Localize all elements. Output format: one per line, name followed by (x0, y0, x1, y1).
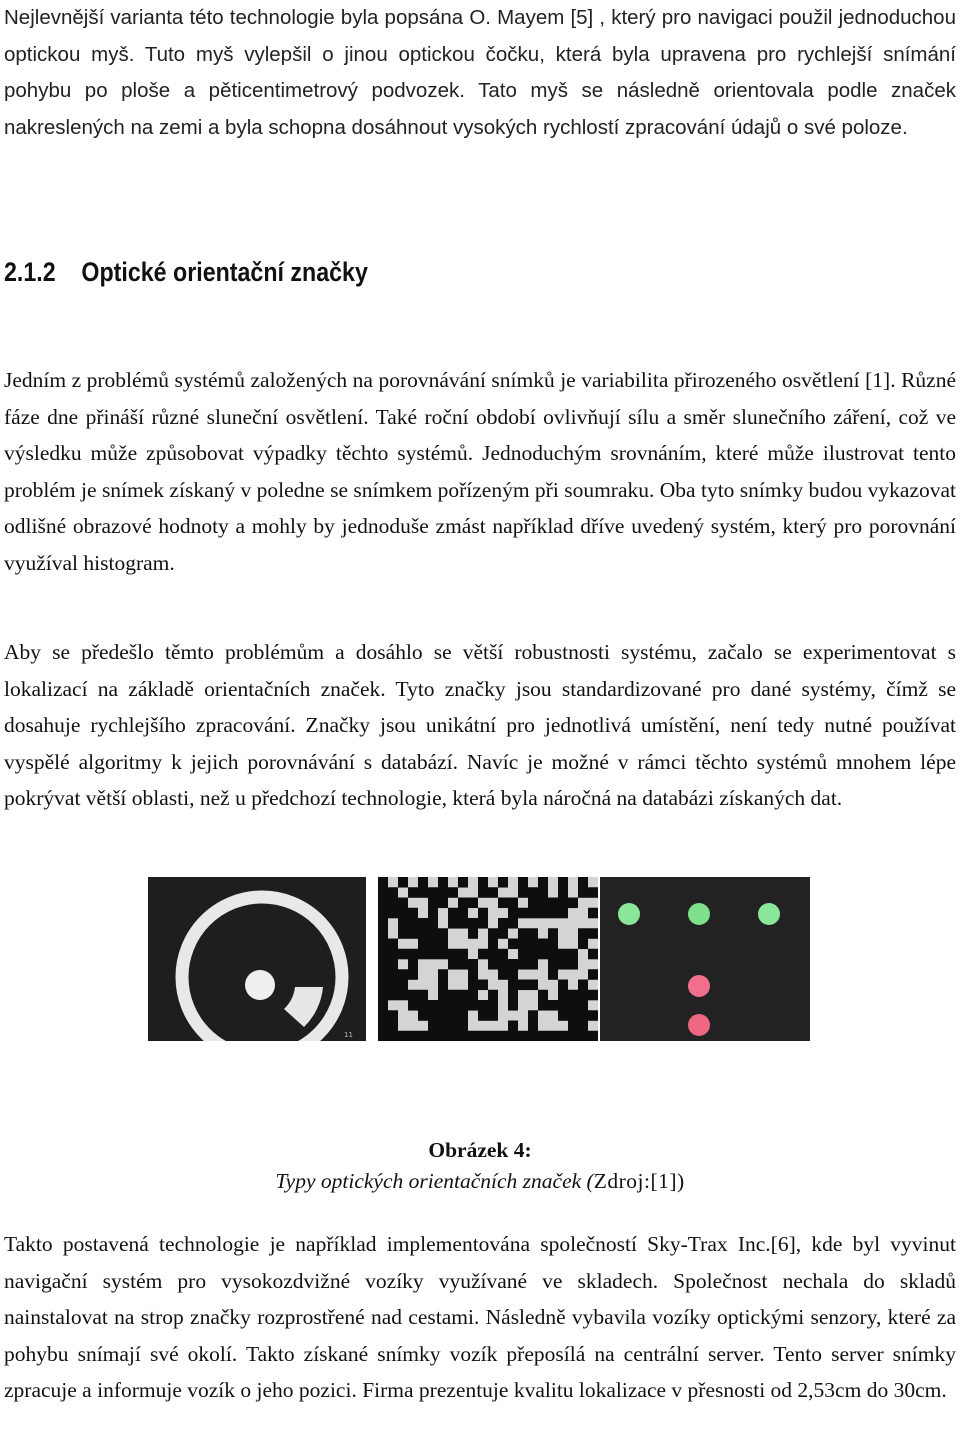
matrix-module (578, 887, 588, 898)
matrix-module (488, 1031, 498, 1041)
matrix-module (568, 949, 578, 960)
matrix-module (428, 1000, 438, 1011)
matrix-module (578, 980, 588, 991)
matrix-module (548, 898, 558, 909)
matrix-module (558, 980, 568, 991)
matrix-module (438, 1031, 448, 1041)
matrix-module (588, 990, 598, 1001)
matrix-module (408, 959, 418, 970)
matrix-module (428, 887, 438, 898)
matrix-module (578, 1010, 588, 1021)
matrix-module (528, 939, 538, 950)
matrix-module (408, 928, 418, 939)
section-heading (4, 250, 368, 294)
matrix-module (438, 1010, 448, 1021)
matrix-module (378, 980, 388, 991)
matrix-module (538, 990, 548, 1001)
matrix-module (438, 990, 448, 1001)
section-number: 2.1.2 (4, 257, 56, 287)
matrix-module (428, 898, 438, 909)
matrix-module (378, 959, 388, 970)
matrix-module (568, 1010, 578, 1021)
figure-caption (0, 1166, 960, 1196)
matrix-module (468, 898, 478, 909)
matrix-module (478, 1000, 488, 1011)
matrix-module (388, 980, 398, 991)
matrix-module (448, 887, 458, 898)
matrix-module (558, 959, 568, 970)
matrix-module (458, 877, 468, 888)
matrix-module (388, 939, 398, 950)
matrix-module (528, 1010, 538, 1021)
matrix-module (548, 908, 558, 919)
matrix-module (508, 959, 518, 970)
matrix-module (488, 887, 498, 898)
matrix-module (478, 980, 488, 991)
matrix-module (468, 980, 478, 991)
matrix-module (438, 928, 448, 939)
matrix-module (458, 949, 468, 960)
matrix-module (548, 959, 558, 970)
matrix-module (438, 877, 448, 888)
matrix-module (568, 1000, 578, 1011)
matrix-module (418, 877, 428, 888)
matrix-module (558, 887, 568, 898)
matrix-module (548, 1031, 558, 1041)
figure-caption-italic: Typy optických orientačních značek ( (275, 1169, 594, 1193)
matrix-module (488, 1000, 498, 1011)
matrix-module (388, 949, 398, 960)
matrix-module (518, 939, 528, 950)
matrix-module (578, 1021, 588, 1032)
matrix-module (538, 1000, 548, 1011)
matrix-module (498, 969, 508, 980)
matrix-module (548, 969, 558, 980)
matrix-module (428, 918, 438, 929)
matrix-module (418, 928, 428, 939)
matrix-module (508, 990, 518, 1001)
matrix-module (428, 928, 438, 939)
matrix-module (378, 949, 388, 960)
matrix-module (418, 1010, 428, 1021)
matrix-module (588, 1031, 598, 1041)
matrix-module (498, 928, 508, 939)
matrix-module (528, 1031, 538, 1041)
matrix-module (448, 949, 458, 960)
matrix-module (418, 990, 428, 1001)
matrix-module (458, 898, 468, 909)
matrix-module (508, 908, 518, 919)
problem-paragraph: Jedním z problémů systémů založených na porovnávání snímků je variabilita přirozeného osvětlení [1]. Různé fáze dne přináší různé sluneční osvětlení. Také roční období ovlivňují sílu a směr slunečního záření, což ve výsledku může způsobovat výpadky těchto systémů. Jednoduchým srovnáním, které může ilustrovat tento problém je snímek získaný v poledne se snímkem pořízeným při soumraku. Oba tyto snímky budou vykazovat odlišné obrazové hodnoty a mohly by jednoduše zmást například dříve uvedený systém, který pro porovnání využíval histogram. (4, 368, 956, 575)
matrix-module (398, 918, 408, 929)
matrix-module (438, 980, 448, 991)
matrix-module (528, 980, 538, 991)
matrix-module (468, 928, 478, 939)
matrix-module (488, 928, 498, 939)
matrix-module (578, 1000, 588, 1011)
matrix-module (558, 908, 568, 919)
matrix-module (458, 1031, 468, 1041)
matrix-module (548, 949, 558, 960)
matrix-module (418, 887, 428, 898)
matrix-module (448, 918, 458, 929)
matrix-module (518, 1031, 528, 1041)
matrix-module (468, 959, 478, 970)
matrix-module (388, 969, 398, 980)
matrix-module (408, 1000, 418, 1011)
matrix-module (538, 949, 548, 960)
matrix-module (538, 887, 548, 898)
matrix-module (528, 959, 538, 970)
matrix-module (418, 1031, 428, 1041)
matrix-module (378, 898, 388, 909)
matrix-module (398, 969, 408, 980)
matrix-module (588, 887, 598, 898)
matrix-module (398, 928, 408, 939)
matrix-module (388, 887, 398, 898)
matrix-module (378, 990, 388, 1001)
matrix-module (388, 1021, 398, 1032)
matrix-module (558, 898, 568, 909)
matrix-module (568, 1031, 578, 1041)
matrix-code-graphic (378, 877, 598, 1041)
figure-label: Obrázek 4: (428, 1138, 532, 1162)
matrix-module (398, 990, 408, 1001)
matrix-module (558, 1000, 568, 1011)
matrix-module (528, 1021, 538, 1032)
matrix-module (578, 990, 588, 1001)
matrix-module (568, 1021, 578, 1032)
matrix-module (418, 949, 428, 960)
matrix-module (428, 949, 438, 960)
matrix-module (448, 1000, 458, 1011)
matrix-module (468, 918, 478, 929)
matrix-module (458, 959, 468, 970)
matrix-module (538, 908, 548, 919)
matrix-module (438, 887, 448, 898)
led-marker-graphic (600, 877, 810, 1041)
matrix-module (518, 980, 528, 991)
matrix-module (458, 1010, 468, 1021)
matrix-module (398, 908, 408, 919)
matrix-module (508, 898, 518, 909)
matrix-module (498, 1031, 508, 1041)
matrix-module (438, 1000, 448, 1011)
matrix-module (538, 898, 548, 909)
matrix-module (448, 1021, 458, 1032)
matrix-module (528, 928, 538, 939)
matrix-module (408, 1031, 418, 1041)
matrix-module (588, 908, 598, 919)
matrix-module (448, 1010, 458, 1021)
matrix-module (468, 1000, 478, 1011)
figure-4-marker-types (148, 877, 810, 1041)
matrix-module (558, 1031, 568, 1041)
matrix-module (558, 990, 568, 1001)
matrix-module (408, 918, 418, 929)
matrix-module (448, 959, 458, 970)
matrix-module (388, 898, 398, 909)
matrix-module (408, 969, 418, 980)
matrix-module (588, 949, 598, 960)
matrix-module (498, 877, 508, 888)
matrix-module (578, 1031, 588, 1041)
matrix-module (528, 908, 538, 919)
circular-marker-image (148, 877, 366, 1041)
matrix-module (378, 1010, 388, 1021)
matrix-module (498, 949, 508, 960)
matrix-module (478, 887, 488, 898)
section-title: Optické orientační značky (81, 257, 368, 287)
matrix-module (398, 949, 408, 960)
matrix-module (428, 1031, 438, 1041)
matrix-module (578, 939, 588, 950)
matrix-module (448, 1031, 458, 1041)
matrix-module (538, 877, 548, 888)
matrix-module (428, 1021, 438, 1032)
matrix-module (478, 1010, 488, 1021)
matrix-code-image (378, 877, 598, 1041)
matrix-module (528, 898, 538, 909)
matrix-module (498, 959, 508, 970)
led-marker-image (600, 877, 810, 1041)
matrix-module (508, 1000, 518, 1011)
matrix-module (538, 1031, 548, 1041)
matrix-module (508, 969, 518, 980)
matrix-module (438, 969, 448, 980)
matrix-module (498, 918, 508, 929)
matrix-module (558, 877, 568, 888)
matrix-module (378, 939, 388, 950)
matrix-module (388, 990, 398, 1001)
matrix-module (568, 990, 578, 1001)
matrix-module (528, 949, 538, 960)
matrix-module (518, 877, 528, 888)
matrix-module (398, 898, 408, 909)
matrix-module (378, 969, 388, 980)
matrix-module (378, 908, 388, 919)
marker-corner-text: 11 (344, 1031, 353, 1039)
matrix-module (558, 949, 568, 960)
matrix-module (388, 908, 398, 919)
matrix-module (518, 908, 528, 919)
matrix-module (478, 877, 488, 888)
matrix-module (408, 908, 418, 919)
matrix-module (378, 877, 388, 888)
markers-paragraph: Aby se předešlo těmto problémům a dosáhlo se větší robustnosti systému, začalo se experimentovat s lokalizací na základě orientačních značek. Tyto značky jsou standardizované pro dané systémy, čímž se dosahuje rychlejšího zpracování. Značky jsou unikátní pro jednotlivá umístění, není tedy nutné používat vyspělé algoritmy k jejich porovnávání s databází. Navíc je možné v rámci těchto systémů mnohem lépe pokrývat větší oblasti, než u předchozí technologie, která byla náročná na databázi získaných dat. (4, 640, 956, 810)
matrix-module (378, 1031, 388, 1041)
matrix-module (468, 969, 478, 980)
matrix-module (418, 939, 428, 950)
matrix-module (488, 990, 498, 1001)
matrix-module (488, 959, 498, 970)
matrix-module (438, 898, 448, 909)
matrix-module (508, 939, 518, 950)
matrix-module (458, 1000, 468, 1011)
matrix-module (528, 887, 538, 898)
matrix-module (378, 928, 388, 939)
matrix-module (588, 969, 598, 980)
circular-marker-graphic (148, 877, 366, 1041)
matrix-module (488, 1010, 498, 1021)
matrix-module (378, 918, 388, 929)
matrix-module (478, 1031, 488, 1041)
matrix-module (378, 1021, 388, 1032)
matrix-module (388, 1031, 398, 1041)
matrix-module (578, 928, 588, 939)
matrix-module (398, 1031, 408, 1041)
matrix-module (568, 898, 578, 909)
matrix-module (508, 918, 518, 929)
matrix-module (468, 990, 478, 1001)
matrix-module (548, 928, 558, 939)
matrix-module (508, 1021, 518, 1032)
intro-paragraph: Nejlevnější varianta této technologie byla popsána O. Mayem [5] , který pro navigaci použil jednoduchou optickou myš. Tuto myš vylepšil o jinou optickou čočku, která byla upravena pro rychlejší snímání pohybu po ploše a pěticentimetrový podvozek. Tato myš se následně orientovala podle značek nakreslených na zemi a byla schopna dosáhnout vysokých rychlostí zpracování údajů o své poloze. (4, 6, 956, 139)
matrix-module (408, 949, 418, 960)
matrix-module (518, 949, 528, 960)
matrix-module (468, 1031, 478, 1041)
matrix-module (378, 887, 388, 898)
matrix-module (518, 959, 528, 970)
matrix-module (428, 908, 438, 919)
matrix-module (578, 877, 588, 888)
matrix-module (478, 918, 488, 929)
matrix-module (428, 1010, 438, 1021)
matrix-module (538, 939, 548, 950)
matrix-module (568, 959, 578, 970)
matrix-module (508, 980, 518, 991)
skytrax-paragraph: Takto postavená technologie je například implementována společností Sky-Trax Inc.[6], kde byl vyvinut navigační systém pro vysokozdvižné vozíky využívané ve skladech. Společnost nechala do skladů nainstalovat na strop značky rozprostřené nad cestami. Následně vybavila vozíky optickými senzory, které za pohybu snímají své okolí. Takto získané snímky vozík přeposílá na centrální server. Tento server snímky zpracuje a informuje vozík o jeho pozici. Firma prezentuje kvalitu lokalizace v přesnosti od 2,53cm do 30cm. (4, 1232, 956, 1402)
matrix-module (458, 918, 468, 929)
matrix-module (438, 939, 448, 950)
matrix-module (548, 1000, 558, 1011)
matrix-module (518, 928, 528, 939)
matrix-module (458, 908, 468, 919)
matrix-module (398, 877, 408, 888)
matrix-module (388, 959, 398, 970)
matrix-module (458, 990, 468, 1001)
figure-caption-source: Zdroj:[1]) (593, 1169, 685, 1193)
matrix-module (588, 928, 598, 939)
matrix-module (478, 949, 488, 960)
matrix-module (438, 949, 448, 960)
matrix-module (478, 908, 488, 919)
matrix-module (378, 1000, 388, 1011)
matrix-module (518, 887, 528, 898)
matrix-module (488, 939, 498, 950)
matrix-module (418, 918, 428, 929)
matrix-module (458, 1021, 468, 1032)
matrix-module (428, 939, 438, 950)
matrix-module (408, 887, 418, 898)
matrix-module (498, 898, 508, 909)
matrix-module (408, 990, 418, 1001)
matrix-module (398, 980, 408, 991)
matrix-module (558, 1010, 568, 1021)
matrix-module (388, 1010, 398, 1021)
matrix-module (448, 908, 458, 919)
matrix-module (588, 1010, 598, 1021)
matrix-module (418, 1000, 428, 1011)
matrix-module (488, 949, 498, 960)
matrix-module (508, 1031, 518, 1041)
matrix-module (438, 1021, 448, 1032)
matrix-module (548, 939, 558, 950)
matrix-module (448, 990, 458, 1001)
